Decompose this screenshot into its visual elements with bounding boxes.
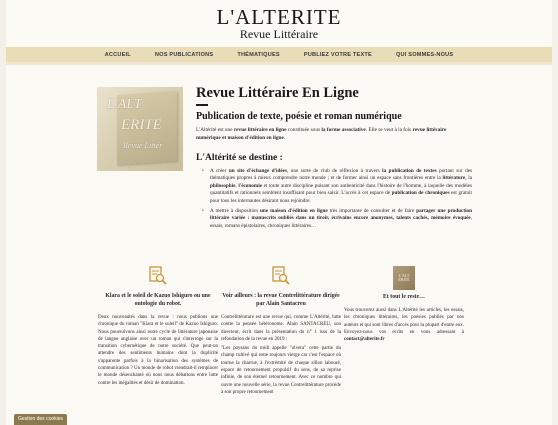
- page-title: Revue Littéraire En Ligne: [196, 85, 359, 101]
- nav-item-thematiques[interactable]: THÉMATIQUES: [237, 51, 280, 58]
- text: très importante de consulter et de faire: [327, 208, 417, 215]
- page: [6, 0, 552, 425]
- search-document-icon: [272, 266, 290, 286]
- bold: la publication de textes: [382, 168, 437, 174]
- logo-subtitle: Revue Littéraire: [239, 27, 319, 41]
- main-nav: [6, 47, 552, 62]
- text: est gratuit pour tous les internautes désirant nous rejoindre.: [210, 190, 472, 204]
- bold: un site d'échange d'idées: [228, 168, 288, 174]
- title-rule: [196, 104, 208, 106]
- intro-bold-3: revue littéraire numérique et maison d'édition en ligne: [196, 127, 447, 141]
- search-document-icon: [149, 266, 167, 286]
- text: , essais, romans épistolaires, chroniques littéraires…: [210, 215, 472, 229]
- cookie-settings-button[interactable]: Gestion des cookies: [14, 414, 67, 425]
- column-title[interactable]: Klara et le soleil de Kazuo Ishiguro ou une ontologie du robot.: [105, 293, 211, 307]
- intro-text-2: constituée sous: [286, 127, 322, 133]
- nav-divider: [6, 62, 552, 65]
- bold: partager une production littéraire variée : manuscrits oubliés dans un tiroir, écrivains encore anonymes, talents cachés, mémoire évoquée: [210, 208, 472, 222]
- feature-column-contrelitterature: [221, 266, 341, 398]
- column-text: Deux nouveautés dans la revue : nous publions une chronique du roman "Klara et le soleil" de Kazuo Ishiguro. Nous poursuivons ainsi notre cycle de littérature japonaise de langue anglaise avec un roman qui s'interroge sur la transition cybernétique de notre société. Que peut-on attendre des sentiments humains dont la duplicité s'apparente parfois à la binarisation des systèmes de communication ? Un monde de robot viendrait-il remplacer le monde désenchanté où nous nous débattons entre lutte contre les inégalités et désir de domination.: [98, 315, 218, 386]
- revue-logo-icon: [393, 266, 415, 290]
- hero-image: [97, 87, 183, 171]
- bold: une maison d'édition en ligne: [260, 208, 328, 215]
- intro-text-4: .: [283, 134, 286, 141]
- column-title[interactable]: Voir ailleurs : la revue Contrelittérature dirigée par Alain Santacreu: [222, 293, 340, 307]
- page-subtitle: Publication de texte, poésie et roman numérique: [196, 111, 402, 122]
- intro-text-3: . Elle se veut à la fois: [365, 127, 413, 133]
- text: A créer: [210, 168, 229, 174]
- column-text-body: Vous trouverez aussi dans L'Altérité les articles, les essais, les chroniques littéraires, les poésies publiés par nos auteurs et qui sont libres d'accès pour la plupart d'entre eux. Envoyez-nous vos écrits en vous adressant à: [344, 308, 464, 335]
- hero-image-word-1: L'ALT: [107, 97, 142, 112]
- intro-bold-2: la forme associative: [321, 127, 366, 133]
- text: ,: [235, 182, 239, 189]
- bold: l'économie: [238, 182, 262, 189]
- text: , la: [465, 175, 472, 182]
- mini-logo-line-1: L'ALT: [398, 272, 410, 278]
- feature-column-reste: [344, 266, 464, 345]
- logo-title: L'ALTERITE: [216, 5, 342, 29]
- contact-email-link[interactable]: contact@alterite.fr: [344, 337, 385, 343]
- feature-column-klara: [98, 266, 218, 389]
- text: portant sur des thématiques propres à mieux comprendre notre monde ; et de former ainsi un espace sans frontières entre la: [210, 168, 473, 182]
- intro-bold-1: revue littéraire en ligne: [233, 127, 287, 133]
- column-text: [344, 307, 464, 343]
- text: et toute autre discipline puisant son authenticité dans l'histoire de l'homme, à laquelle des modèles quantitatifs et rationnels semblent insuffisant pour bien saisir. L'accès à cet espace de: [210, 182, 472, 197]
- bold: littérature: [442, 175, 466, 182]
- intro-text-1: L'Altérité est une: [196, 127, 234, 133]
- column-text: "Les paysans du midi appelle "ulvera" cette partie du champ cultivé qui reste toujours vierge car c'est l'espace où tourne la charrue, à l'extrémité de chaque sillon labouré, espace de retournement propulsif du sens, de sa reprise infinie, de son éternel retournement. Avec ce nombre qui ouvre une nouvelle série, la revue Contrelittérature procède à son propre retournement: [221, 346, 341, 395]
- text: , une sorte de club de réflexion à travers: [287, 168, 383, 174]
- nav-item-accueil[interactable]: ACCUEIL: [104, 51, 131, 58]
- bold: philosophie: [210, 182, 236, 189]
- bold: publication de chroniques: [391, 190, 450, 197]
- nav-item-qui-sommes-nous[interactable]: QUI SOMMES-NOUS: [395, 51, 454, 58]
- text: A mettre à disposition: [210, 208, 261, 215]
- hero-image-word-3: Revue Littér: [123, 141, 163, 150]
- mini-logo-line-2: ERITE: [398, 277, 410, 282]
- site-logo[interactable]: [6, 6, 552, 41]
- nav-item-publications[interactable]: NOS PUBLICATIONS: [154, 51, 214, 58]
- list-item: [202, 208, 472, 230]
- nav-item-publiez[interactable]: PUBLIEZ VOTRE TEXTE: [303, 51, 372, 58]
- list-item: [202, 168, 472, 205]
- goals-list: [202, 168, 472, 233]
- hero-image-word-2: ERITE: [121, 117, 162, 133]
- intro-paragraph: [196, 127, 466, 142]
- section-heading: L'Altérité se destine :: [196, 153, 283, 163]
- column-title[interactable]: Et tout le reste…: [383, 294, 425, 300]
- column-text: Contrelittérature est une revue qui, comme L'Altérité, lutte contre la pensée hétéronome. Alain SANTACREU, son directeur, écrit dans la présentation du n° 1 issu de la refondation de la revue en 2019 :: [221, 315, 341, 342]
